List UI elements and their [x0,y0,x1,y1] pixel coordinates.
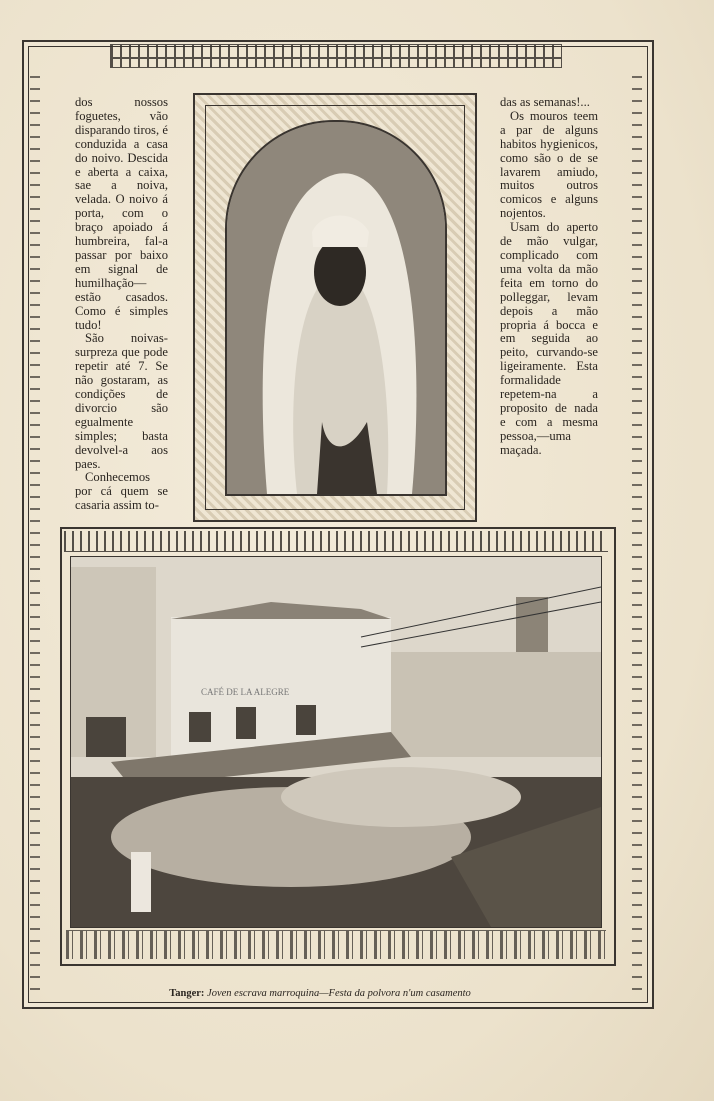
street-festival-photo [70,556,602,928]
paragraph: Os mouros teem a par de alguns habitos hygienicos, como são o de se lavarem amiudo, muitos outros comicos e alguns nojentos. [500,108,598,221]
caption-place: Tanger: [169,988,205,999]
ornamental-photo-band [64,531,608,552]
cafe-sign: CAFÉ DE LA ALEGRE [201,687,290,697]
paragraph: Usam do aperto de mão vulgar, complicado com uma volta da mão feita em torno do polleggar, levam depois a mão propria á bocca e em seguida ao peito, curvando-se ligeiramente. Esta formalidade repetem-na a proposito de nada e com a mesma pessoa,—uma maçada. [500,220,598,457]
arabic-calligraphy-band [66,930,606,959]
photo-caption [0,988,640,999]
ornamental-top-band [110,44,562,68]
paragraph: Conhecemos por cá quem se casaria assim to- [75,470,168,513]
ornamental-right-border [632,70,642,990]
paragraph: das as semanas!... [500,95,590,109]
portrait-photo [225,120,447,496]
street-scene-illustration [71,557,601,927]
paragraph: dos nossos foguetes, vão disparando tiros, é conduzida a casa do noivo. Descida e aberta a caixa, sae a noiva, velada. O noivo á porta, com o braço apoiado á humbreira, fal-a passar por baixo em signal de humilhação—estão casados. Como é simples tudo! [75,95,168,332]
caption-description: Joven escrava marroquina—Festa da polvora n'um casamento [207,988,471,999]
ornamental-left-border [30,70,40,990]
portrait-illustration [227,122,445,494]
paragraph: São noivas-surpreza que pode repetir até 7. Se não gostaram, as condições de divorcio são egualmente simples; basta devolvel-a aos paes. [75,331,168,471]
article-column-right [500,96,598,458]
article-column-left [75,96,168,513]
